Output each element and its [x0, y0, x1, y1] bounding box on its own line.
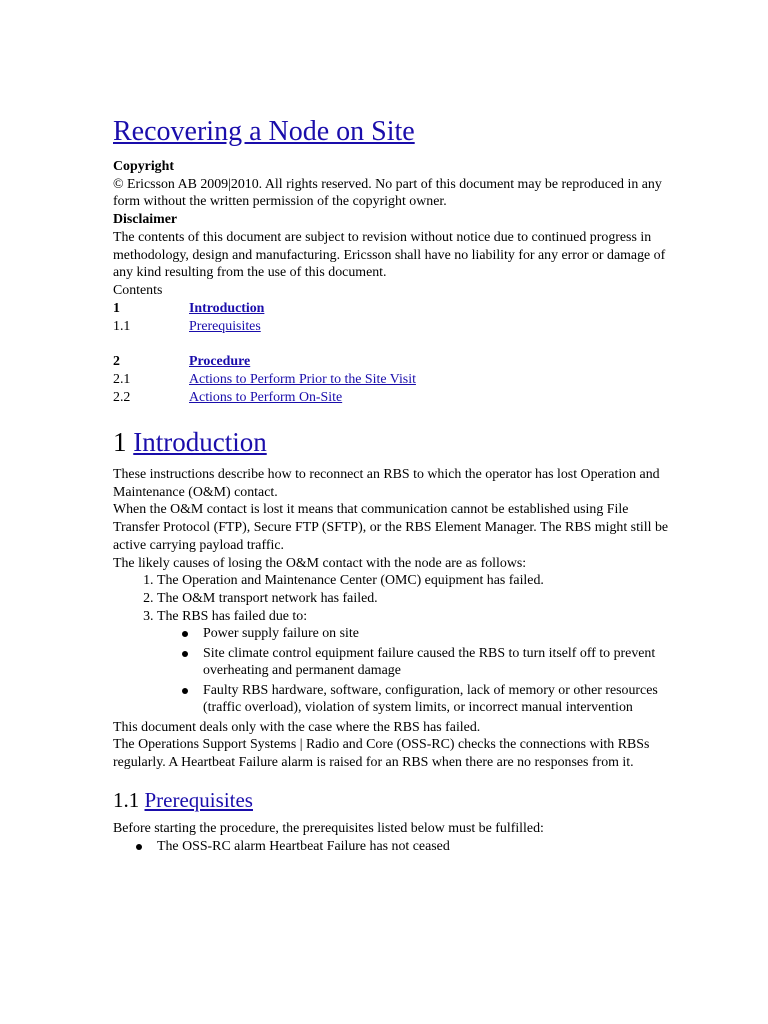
- copyright-heading: Copyright: [113, 159, 174, 174]
- intro-paragraph: The Operations Support Systems | Radio and Core (OSS-RC) checks the connections with RBSs regularly. A Heartbeat Failure alarm is raised for an RBS when there are no responses from it.: [113, 737, 650, 771]
- toc-number: 2: [113, 354, 120, 370]
- intro-paragraph: These instructions describe how to reconnect an RBS to which the operator has lost Operation and Maintenance (O&M) contact.: [113, 467, 660, 500]
- section-number: 1: [113, 427, 127, 458]
- toc-link-prerequisites[interactable]: Prerequisites: [189, 318, 261, 334]
- section-link-prerequisites[interactable]: Prerequisites: [144, 787, 253, 812]
- contents-label: Contents: [113, 282, 163, 298]
- toc-number: 1: [113, 300, 120, 316]
- section-heading-introduction: [113, 425, 673, 459]
- section-number: 1.1: [113, 787, 140, 812]
- bullet-item: Power supply failure on site: [203, 625, 673, 643]
- list-item: 1. The Operation and Maintenance Center (OMC) equipment has failed.: [157, 572, 673, 590]
- toc-entry: [113, 318, 673, 336]
- toc-entry: [113, 353, 673, 371]
- toc-link-prior-site-visit[interactable]: Actions to Perform Prior to the Site Visit: [189, 372, 416, 388]
- prerequisites-intro: Before starting the procedure, the prerequisites listed below must be fulfilled:: [113, 820, 544, 836]
- toc-link-on-site[interactable]: Actions to Perform On-Site: [189, 390, 343, 406]
- prerequisites-list: [113, 838, 673, 856]
- bullet-item: The OSS-RC alarm Heartbeat Failure has not ceased: [157, 838, 673, 856]
- section-heading-prerequisites: [113, 787, 673, 813]
- section-link-introduction[interactable]: Introduction: [133, 427, 267, 458]
- disclaimer-heading: Disclaimer: [113, 212, 178, 228]
- intro-paragraph: This document deals only with the case where the RBS has failed.: [113, 719, 481, 735]
- bullet-item: Faulty RBS hardware, software, configuration, lack of memory or other resources (traffic overload), violation of system limits, or incorrect manual intervention: [203, 682, 673, 717]
- toc-link-procedure[interactable]: Procedure: [189, 354, 251, 370]
- toc-number: 2.2: [113, 390, 131, 406]
- list-item: 2. The O&M transport network has failed.: [157, 590, 673, 608]
- toc-entry: [113, 389, 673, 407]
- list-item: [157, 608, 673, 717]
- page-title: [113, 114, 673, 150]
- list-item-text: The RBS has failed due to:: [157, 608, 308, 624]
- bullet-item: Site climate control equipment failure caused the RBS to turn itself off to prevent overheating and permanent damage: [203, 645, 673, 680]
- causes-list: [113, 572, 673, 717]
- disclaimer-text: The contents of this document are subject to revision without notice due to continued progress in methodology, design and manufacturing. Ericsson shall have no liability for any error or damage of any kind resulting from the use of this document.: [113, 229, 666, 281]
- toc-entry: [113, 371, 673, 389]
- toc-number: 2.1: [113, 372, 131, 388]
- rbs-failure-list: [157, 625, 673, 717]
- toc-entry: [113, 300, 673, 318]
- document-page: [113, 114, 673, 855]
- intro-paragraph: When the O&M contact is lost it means that communication cannot be established using File Transfer Protocol (FTP), Secure FTP (SFTP), or the RBS Element Manager. The RBS might still be active carrying payload traffic.: [113, 502, 669, 553]
- title-link[interactable]: Recovering a Node on Site: [113, 116, 415, 147]
- toc-spacer: [113, 335, 673, 353]
- toc-link-introduction[interactable]: Introduction: [189, 300, 265, 316]
- table-of-contents: [113, 300, 673, 407]
- toc-number: 1.1: [113, 318, 131, 334]
- intro-paragraph: The likely causes of losing the O&M contact with the node are as follows:: [113, 555, 527, 571]
- copyright-text: © Ericsson AB 2009|2010. All rights reserved. No part of this document may be reproduced in any form without the written permission of the copyright owner.: [113, 176, 662, 210]
